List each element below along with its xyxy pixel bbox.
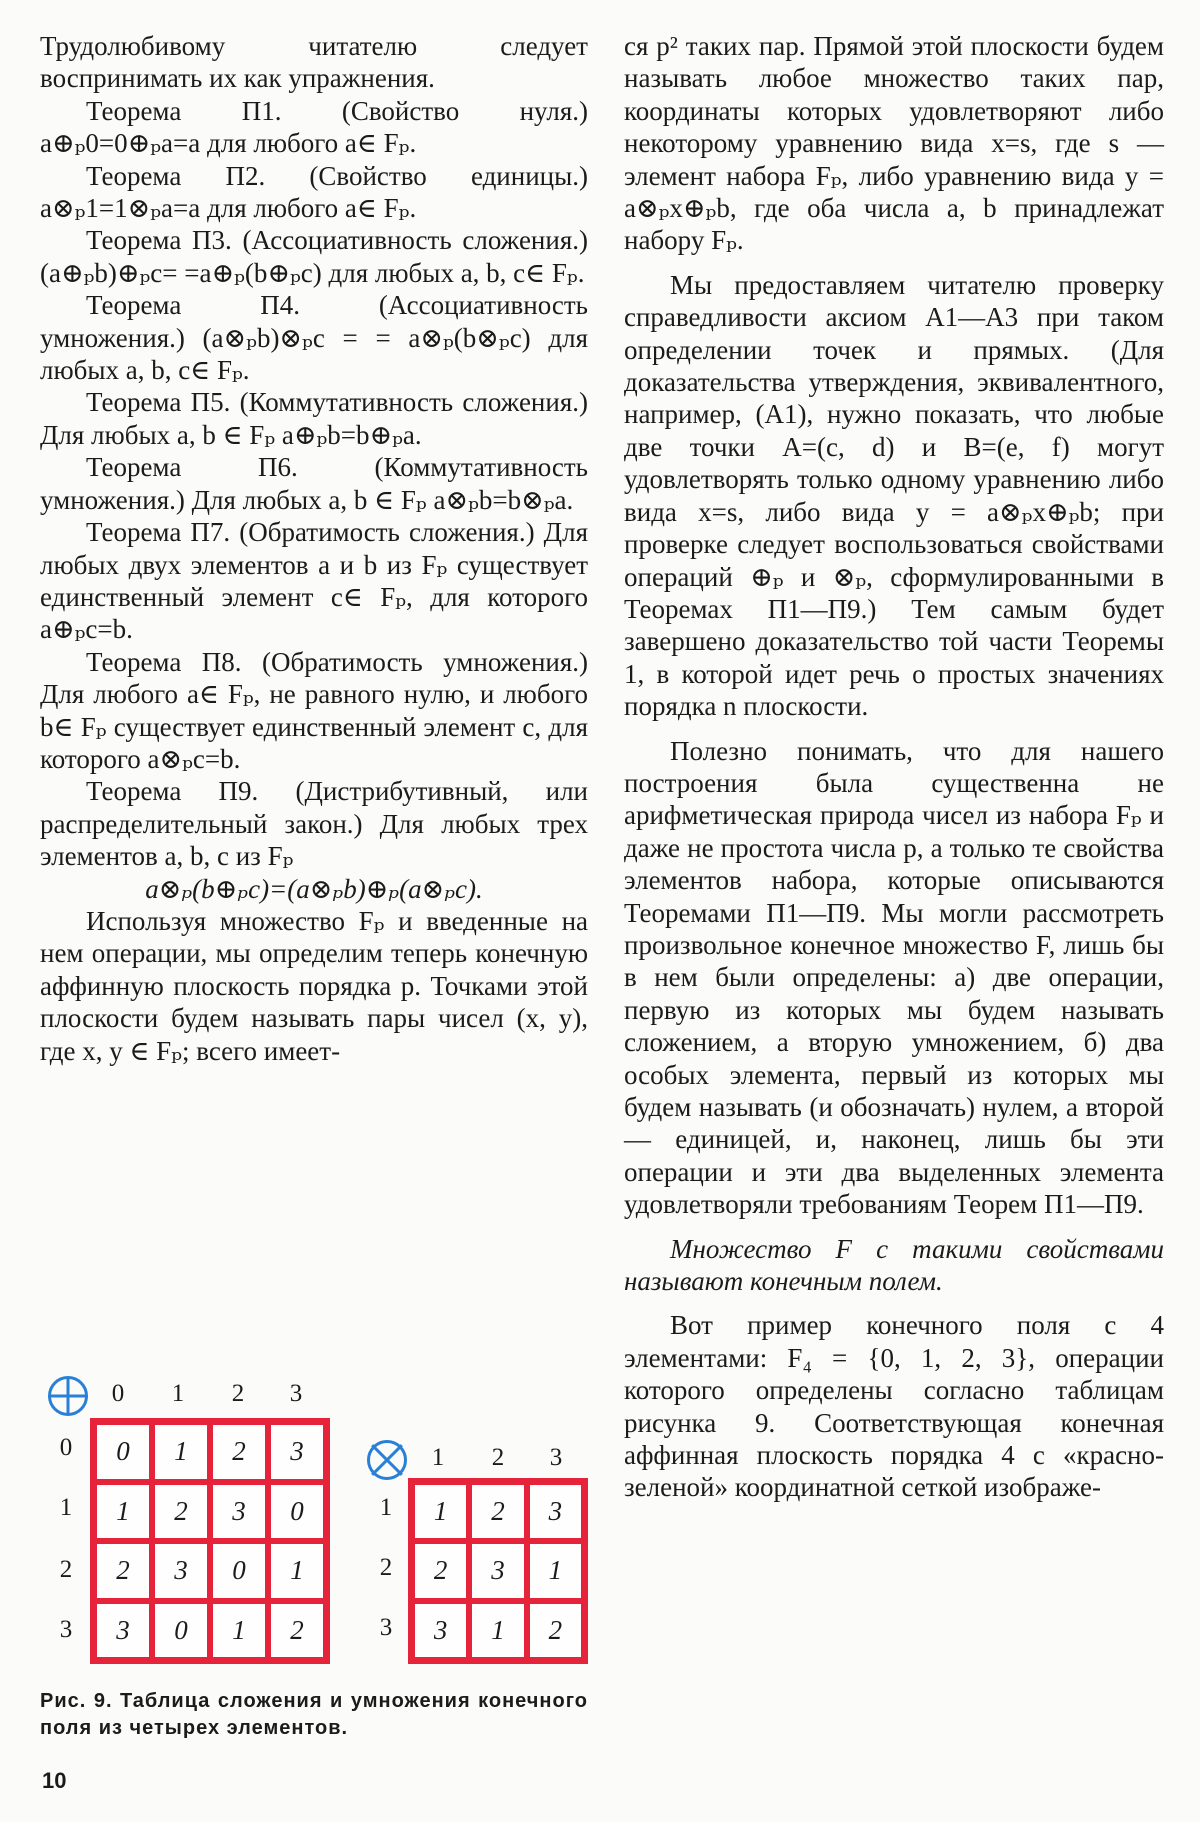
table-cell: 3: [152, 1541, 210, 1601]
column-header: 2: [491, 1444, 505, 1471]
table-cell: 3: [527, 1482, 584, 1541]
theorem-p7: Теорема П7. (Обратимость сложения.) Для любых двух элементов a и b из Fₚ существует единственный элемент c∈ Fₚ, для которого a⊕ₚc=b.: [40, 517, 588, 645]
column-header: 1: [171, 1380, 185, 1407]
column-header: 0: [111, 1380, 125, 1407]
table-cell: 3: [412, 1601, 469, 1660]
table-cell: 0: [94, 1422, 152, 1482]
paragraph: Полезно понимать, что для нашего построения была существенна не арифметическая природа чисел из набора Fₚ и даже не простота числа p, а только те свойства элементов набора, которые описываются Теоремами П1—П9. Мы могли рассмотреть произвольное конечное множество F, лишь бы в нем были определены: а) две операции, первую из которых мы будем называть сложением, а вторую умножением, б) два особых элемента, первый из которых мы будем называть (и обозначать) нулем, а второй — единицей, и, наконец, лишь бы эти операции и эти два выделенных элемента удовлетворяли требованиям Теорем П1—П9.: [624, 735, 1164, 1220]
plus-circle-icon: [48, 1376, 88, 1416]
row-header: 2: [59, 1556, 73, 1583]
table-cell: 2: [412, 1541, 469, 1600]
table-cell: 2: [94, 1541, 152, 1601]
theorem-p2: Теорема П2. (Свойство единицы.) a⊗ₚ1=1⊗ₚa=a для любого a∈ Fₚ.: [40, 160, 588, 224]
table-cell: 1: [210, 1601, 268, 1661]
page-number: 10: [42, 1768, 67, 1793]
finite-field-definition: Множество F с такими свойствами называют конечным полем.: [624, 1233, 1164, 1297]
table-cell: 0: [152, 1601, 210, 1661]
figure-caption: Рис. 9. Таблица сложения и умножения конечного поля из четырех элементов.: [40, 1690, 588, 1739]
column-header: 2: [231, 1380, 245, 1407]
table-cell: 0: [210, 1541, 268, 1601]
table-cell: 0: [268, 1482, 326, 1542]
row-header: 3: [379, 1614, 393, 1641]
theorem-p9: Теорема П9. (Дистрибутивный, или распределительный закон.) Для любых трех элементов a, b, c из Fₚ: [40, 776, 588, 872]
multiplication-table: [408, 1478, 588, 1664]
theorem-p8: Теорема П8. (Обратимость умножения.) Для любого a∈ Fₚ, не равного нулю, и любого b∈ Fₚ существует единственный элемент c, для которого a⊗ₚc=b.: [40, 646, 588, 774]
theorem-p1: Теорема П1. (Свойство нуля.) a⊕ₚ0=0⊕ₚa=a для любого a∈ Fₚ.: [40, 95, 588, 159]
table-cell: 1: [268, 1541, 326, 1601]
theorem-p5: Теорема П5. (Коммутативность сложения.) Для любых a, b ∈ Fₚ a⊕ₚb=b⊕ₚa.: [40, 387, 588, 450]
table-cell: 3: [210, 1482, 268, 1542]
table-cell: 1: [527, 1541, 584, 1600]
table-cell: 2: [210, 1422, 268, 1482]
table-cell: 1: [152, 1422, 210, 1482]
column-header: 3: [549, 1444, 563, 1471]
table-cell: 1: [412, 1482, 469, 1541]
table-cell: 2: [469, 1482, 526, 1541]
paragraph: ся p² таких пар. Прямой этой плоскости будем называть любое множество таких пар, координаты которых удовлетворяют либо некоторому уравнению вида x=s, где s — элемент набора Fₚ, либо уравнению вида y = a⊗ₚx⊕ₚb, где оба числа a, b принадлежат набору Fₚ.: [624, 31, 1164, 256]
table-cell: 3: [469, 1541, 526, 1600]
addition-table: [90, 1418, 330, 1664]
paragraph: Мы предоставляем читателю проверку справедливости аксиом А1—А3 при таком определении точек и прямых. (Для доказательства утверждения, эквивалентного, например, (А1), нужно показать, что любые две точки A=(c, d) и B=(e, f) могут удовлетворять только одному уравнению либо вида x=s, либо вида y = a⊗ₚx⊕ₚb; при проверке следует воспользоваться свойствами операций ⊕ₚ и ⊗ₚ, сформулированными в Теоремах П1—П9.) Тем самым будет завершено доказательство той части Теоремы 1, в которой идет речь о простых значениях порядка n плоскости.: [624, 269, 1164, 722]
table-cell: 1: [469, 1601, 526, 1660]
row-header: 3: [59, 1616, 73, 1643]
table-cell: 3: [94, 1601, 152, 1661]
paragraph: Используя множество Fₚ и введенные на нем операции, мы определим теперь конечную аффинную плоскость порядка p. Точками этой плоскости будем называть пары чисел (x, y), где x, y ∈ Fₚ; всего имеет-: [40, 905, 588, 1066]
column-header: 3: [289, 1380, 303, 1407]
table-cell: 1: [94, 1482, 152, 1542]
paragraph: Трудолюбивому читателю следует воспринимать их как упражнения.: [40, 31, 588, 94]
times-circle-icon: [367, 1440, 407, 1480]
theorem-p4: Теорема П4. (Ассоциативность умножения.) (a⊗ₚb)⊗ₚc = = a⊗ₚ(b⊗ₚc) для любых a, b, c∈ Fₚ.: [40, 290, 588, 386]
table-cell: 2: [152, 1482, 210, 1542]
distributive-formula: a⊗ₚ(b⊕ₚc)=(a⊗ₚb)⊕ₚ(a⊗ₚc).: [145, 873, 483, 904]
row-header: 1: [379, 1494, 393, 1521]
column-header: 1: [431, 1444, 445, 1471]
table-cell: 2: [527, 1601, 584, 1660]
row-header: 0: [59, 1434, 73, 1461]
paragraph: Вот пример конечного поля с 4 элементами: F₄ = {0, 1, 2, 3}, операции которого определены согласно таблицам рисунка 9. Соответствующая конечная аффинная плоскость порядка 4 с «красно-зеленой» координатной сеткой изображе-: [624, 1310, 1164, 1503]
theorem-p6: Теорема П6. (Коммутативность умножения.) Для любых a, b ∈ Fₚ a⊗ₚb=b⊗ₚa.: [40, 452, 588, 515]
right-column: [624, 30, 1164, 1504]
table-cell: 3: [268, 1422, 326, 1482]
row-header: 1: [59, 1494, 73, 1521]
theorem-p3: Теорема П3. (Ассоциативность сложения.) (a⊕ₚb)⊕ₚc= =a⊕ₚ(b⊕ₚc) для любых a, b, c∈ Fₚ.: [40, 225, 588, 288]
table-cell: 2: [268, 1601, 326, 1661]
row-header: 2: [379, 1554, 393, 1581]
left-column: [40, 30, 588, 1067]
